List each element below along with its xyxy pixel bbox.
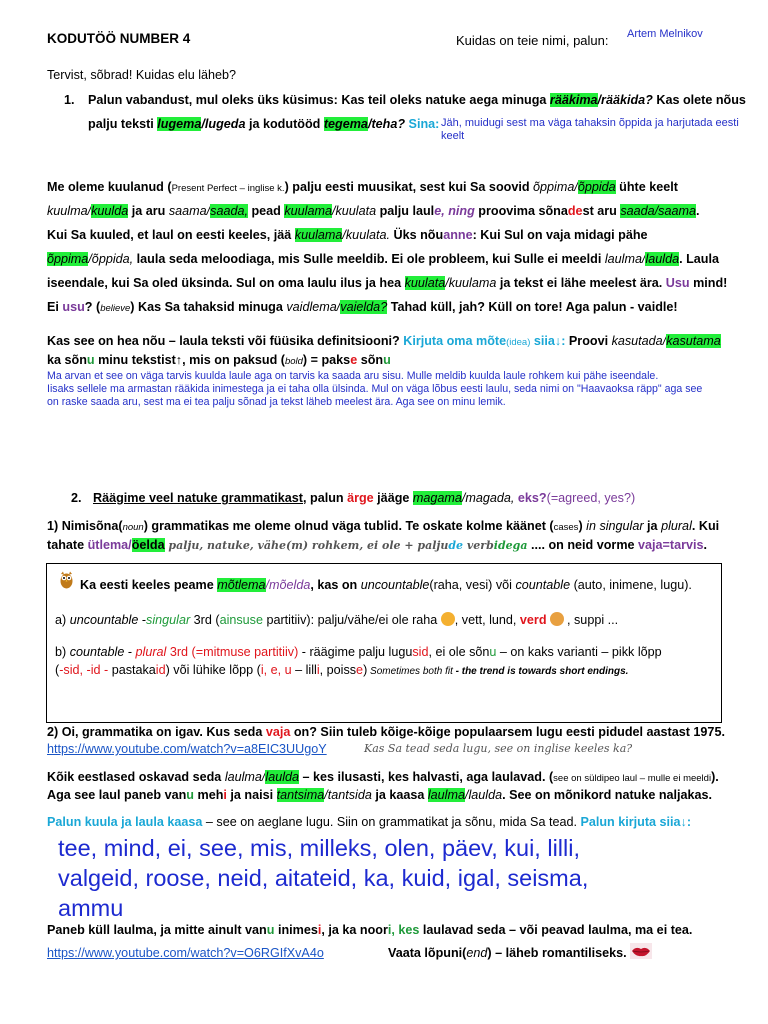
text: laulma/	[224, 770, 266, 784]
text: meh	[194, 788, 224, 802]
highlight: saada	[620, 204, 655, 218]
text: Palun vabandust, mul oleks üks küsimus: Kas teil oleks natuke aega minuga	[88, 93, 550, 107]
text: ) palju eesti muusikat, sest kui Sa soovid	[284, 180, 534, 194]
text: ? (	[84, 300, 101, 314]
text: i, e, u	[260, 663, 292, 677]
text: – on kaks varianti – pikk lõpp	[496, 645, 662, 659]
p2-answer-line3[interactable]: on raske saada aru, sest ma ei tea palju sõnad ja tekst läheb meelest ära. Aga see on minu lemik.	[47, 396, 506, 408]
g1-line2	[47, 537, 707, 554]
highlight: õppima	[47, 252, 89, 266]
p1-line4	[47, 251, 719, 267]
text: verb	[463, 539, 494, 552]
text: ainsuse	[219, 613, 263, 627]
frown-emoji-icon	[550, 612, 564, 626]
text: – lill	[291, 663, 317, 677]
text: ) Kas Sa tahaksid minuga	[130, 300, 287, 314]
box-line3	[55, 645, 662, 659]
q1-answer-line1[interactable]: Jäh, muidugi sest ma väga tahaksin õppida ja harjutada eesti	[441, 117, 739, 129]
g2-line4	[47, 787, 712, 803]
text: i, kes	[387, 923, 420, 937]
text: on? Siin tuleb kõige-kõige populaarsem lugu eesti pidudel aastast 1975.	[290, 725, 725, 739]
text: e	[356, 663, 364, 677]
text: i	[316, 663, 320, 677]
text: countable	[515, 578, 571, 592]
text: u	[383, 353, 391, 367]
text: (auto, inimene, lugu).	[570, 578, 692, 592]
text: . Laula	[679, 252, 719, 266]
text: õppima/	[533, 180, 578, 194]
text: ) grammatikas me oleme olnud väga tublid. Te oskate kolme käänet (	[143, 519, 554, 533]
text: -	[138, 613, 147, 627]
text: . See on mõnikord natuke naljakas.	[502, 788, 713, 802]
text: verd	[519, 613, 547, 627]
p1-line3	[47, 227, 648, 243]
p2-answer-line1[interactable]: Ma arvan et see on väga tarvis kuulda laule aga on tarvis ka saada aru sisu. Mulle meldib kuulda laule rohkem kui pähe iseendale.	[47, 370, 659, 382]
text: see on süldipeo laul – mulle ei meeldi	[553, 773, 712, 784]
highlight: mõtlema	[217, 578, 266, 592]
box-line2	[55, 612, 618, 627]
highlight: vaielda?	[340, 300, 388, 314]
text: u	[186, 788, 194, 802]
text: , kas on	[310, 578, 361, 592]
text: /tantsida	[324, 788, 372, 802]
highlight: laulda	[645, 252, 680, 266]
text: Ei	[47, 300, 63, 314]
text: -	[124, 645, 136, 659]
text: a)	[55, 613, 70, 627]
highlight: tantsima	[276, 788, 325, 802]
text: Vaata lõpuni(	[388, 946, 467, 960]
text: (=agreed, yes?)	[546, 491, 636, 505]
big-answer-line2[interactable]: valgeid, roose, neid, aitateid, ka, kuid, igal, seisma,	[58, 865, 589, 891]
lips-icon	[630, 943, 652, 959]
highlight: laulda	[265, 770, 300, 784]
big-answer-line1[interactable]: tee, mind, ei, see, mis, milleks, olen, päev, kui, lilli,	[58, 835, 580, 861]
text: Aga see laul paneb van	[47, 788, 187, 802]
text: vaja=tarvis	[638, 538, 704, 552]
big-answer-line3[interactable]: ammu	[58, 895, 124, 921]
text: Tahad küll, jah? Küll on tore! Aga palun - vaidle!	[387, 300, 678, 314]
text: i	[223, 788, 227, 802]
text: ütlema/	[87, 538, 132, 552]
text: tahate	[47, 538, 88, 552]
text: laula seda meloodiaga, mis Sulle meeldib. Ei ole probleem, kui Sulle ei meeldi	[133, 252, 605, 266]
text: palju teksti	[88, 117, 158, 131]
p1-line1	[47, 179, 678, 197]
page-title: KODUTÖÖ NUMBER 4	[47, 31, 191, 46]
text: - räägime palju lugu	[298, 645, 413, 659]
q2-line	[93, 491, 635, 505]
text: (idea)	[506, 337, 531, 348]
text: /kuulama	[445, 276, 497, 290]
text: -sid, -id -	[59, 663, 112, 677]
q2-number: 2.	[71, 491, 82, 505]
text: ja	[643, 519, 662, 533]
name-prompt: Kuidas on teie nimi, palun:	[456, 33, 609, 48]
text: , ja ka noor	[321, 923, 388, 937]
highlight: magama	[412, 491, 462, 505]
text: Kõik eestlased oskavad seda	[47, 770, 225, 784]
text: ja naisi	[226, 788, 277, 802]
text: , palun	[303, 491, 348, 505]
text: uncountable	[360, 578, 430, 592]
text: Kui Sa kuuled, et laul on eesti keeles, jää	[47, 228, 295, 242]
q1-line2	[88, 117, 439, 131]
text: - the trend is towards short endings.	[452, 666, 629, 677]
text: Proovi	[565, 334, 612, 348]
text: kuulma/	[47, 204, 92, 218]
youtube-link-1[interactable]: https://www.youtube.com/watch?v=a8EIC3UUgoY	[47, 742, 327, 756]
text: /kuulata.	[342, 228, 390, 242]
highlight: /saama	[654, 204, 696, 218]
highlight: laulma	[427, 788, 465, 802]
text: (raha, vesi) või	[429, 578, 516, 592]
text: pead	[247, 204, 285, 218]
text: /magada,	[461, 491, 518, 505]
text: 3rd (	[190, 613, 220, 627]
text: , suppi ...	[563, 613, 619, 627]
q1-answer-line2[interactable]: keelt	[441, 130, 465, 142]
text: /rääkida?	[597, 93, 653, 107]
text: .... on neid vorme	[527, 538, 639, 552]
text: Me oleme kuulanud (	[47, 180, 172, 194]
text: . Kui	[691, 519, 720, 533]
text: jääge	[373, 491, 413, 505]
text: Usu	[665, 276, 690, 290]
text: Sometimes both fit	[367, 666, 453, 677]
text: /lugeda	[201, 117, 246, 131]
text: : Kui Sul on vaja midagi pähe	[472, 228, 648, 242]
text: pastaka	[111, 663, 156, 677]
text: countable	[69, 645, 125, 659]
text: Kas see on hea nõu – laula teksti või füüsika definitsiooni?	[47, 334, 404, 348]
highlight: tegema	[323, 117, 368, 131]
text: mind!	[689, 276, 728, 290]
sina-label: Sina:	[405, 117, 440, 131]
text: b)	[55, 645, 70, 659]
text: id	[155, 663, 166, 677]
text: st aru	[582, 204, 621, 218]
text: uncountable	[69, 613, 139, 627]
text: de	[448, 539, 464, 552]
text: palju, natuke, vähe(m) rohkem, ei ole + palju	[164, 539, 449, 552]
text: anne	[443, 228, 473, 242]
text: Palun kirjuta siia↓:	[580, 815, 692, 829]
text: 2) Oi, grammatika on igav. Kus seda	[47, 725, 266, 739]
text: laulma/	[604, 252, 646, 266]
text: sid	[412, 645, 429, 659]
highlight: kuulama	[294, 228, 343, 242]
p2-line2	[47, 352, 391, 370]
text: sõn	[357, 353, 384, 367]
highlight: öelda	[131, 538, 165, 552]
p2-answer-line2[interactable]: Iisaks sellele ma armastan rääkida inimestega ja ei taha olla ülsinda. Mul on väga lõbus eesti laulu, seda nimi on "Haavaoksa räpp" aga see	[47, 383, 703, 395]
p1-line2	[47, 203, 700, 219]
text: ja kodutööd	[245, 117, 324, 131]
text: .	[696, 204, 700, 218]
text: ) või lühike lõpp (	[165, 663, 261, 677]
text: iseendale, kui Sa oled üksinda. Sul on oma laulu ilus ja hea	[47, 276, 405, 290]
p1-line5	[47, 275, 727, 291]
text: noun	[122, 522, 144, 533]
text: ) – läheb romantiliseks.	[487, 946, 627, 960]
smile-emoji-icon	[441, 612, 455, 626]
name-answer-field[interactable]: Artem Melnikov	[627, 28, 703, 40]
text: e, ning	[434, 204, 475, 218]
text: ühte keelt	[615, 180, 678, 194]
highlight: kuulda	[91, 204, 129, 218]
g2-line7	[388, 946, 627, 960]
link1-note: Kas Sa tead seda lugu, see on inglise keeles ka?	[364, 742, 633, 755]
text: ärge	[347, 491, 374, 505]
highlight: kuulata	[404, 276, 446, 290]
text: Räägime veel natuke grammatikast	[93, 491, 303, 505]
text: laulavad seda – või peavad laulma, ma ei tea.	[419, 923, 693, 937]
text: Palun kuula ja laula kaasa	[47, 815, 203, 829]
text: e	[350, 353, 358, 367]
text: )	[363, 663, 368, 677]
g2-line5	[47, 814, 691, 830]
highlight: lugema	[157, 117, 202, 131]
text: palju laul	[376, 204, 435, 218]
text: Paneb küll laulma, ja mitte ainult van	[47, 923, 267, 937]
g2-line6	[47, 922, 692, 938]
text: 1) Nimisõna(	[47, 519, 123, 533]
text: /teha?	[367, 117, 406, 131]
text: end	[466, 946, 488, 960]
highlight: saada,	[210, 204, 248, 218]
text: Present Perfect – inglise k.	[171, 183, 285, 194]
text: partitiiv): palju/vähe/ei ole raha	[262, 613, 441, 627]
text: believe	[100, 303, 131, 314]
text: Ka eesti keeles peame	[80, 578, 218, 592]
highlight: kasutama	[666, 334, 721, 348]
text: ja aru	[128, 204, 169, 218]
text: plural	[135, 645, 167, 659]
p1-line6	[47, 299, 678, 317]
g1-line1	[47, 518, 719, 536]
text: ).	[711, 770, 719, 784]
highlight: õppida	[577, 180, 616, 194]
text: /kuulata	[331, 204, 377, 218]
q1-line1	[88, 93, 746, 107]
text: )	[578, 519, 587, 533]
text: i	[317, 923, 322, 937]
text: bold	[284, 356, 303, 367]
text: , vett, lund,	[454, 613, 520, 627]
highlight: rääkima	[549, 93, 598, 107]
text: cases	[553, 522, 579, 533]
text: 3rd (=mitmuse partitiiv)	[166, 645, 299, 659]
text: , ei ole sõn	[428, 645, 490, 659]
text: /mõelda	[265, 578, 311, 592]
text: – see on aeglane lugu. Siin on grammatikat ja sõnu, mida Sa tead.	[202, 815, 581, 829]
text: saama/	[168, 204, 211, 218]
text: plural	[661, 519, 692, 533]
g2-line1	[47, 724, 725, 740]
text: .	[703, 538, 708, 552]
text: (	[55, 663, 60, 677]
text: in singular	[586, 519, 644, 533]
text: siia↓:	[530, 334, 566, 348]
text: vaidlema/	[286, 300, 341, 314]
text: u	[86, 353, 95, 367]
text: Kirjuta oma mõte	[403, 334, 507, 348]
text: eks?	[517, 491, 547, 505]
text: ) = paks	[302, 353, 351, 367]
highlight: kuulama	[284, 204, 332, 218]
g2-line3	[47, 769, 719, 787]
youtube-link-2[interactable]: https://www.youtube.com/watch?v=O6RGIfXvA4o	[47, 946, 324, 960]
text: usu	[62, 300, 85, 314]
text: singular	[146, 613, 191, 627]
p2-line1	[47, 333, 721, 351]
text: inimes	[274, 923, 318, 937]
text: kasutada/	[611, 334, 667, 348]
text: – kes ilusasti, kes halvasti, aga laulavad. (	[299, 770, 554, 784]
text: ka sõn	[47, 353, 87, 367]
text: idega	[493, 539, 528, 552]
box-line1	[80, 578, 692, 592]
text: minu tekstist↑, mis on paksud (	[94, 353, 285, 367]
text: Üks nõu	[390, 228, 444, 242]
box-line4	[55, 663, 628, 677]
text: u	[266, 923, 275, 937]
greeting: Tervist, sõbrad! Kuidas elu läheb?	[47, 68, 237, 82]
owl-icon	[60, 571, 73, 589]
text: Kas olete nõus	[652, 93, 746, 107]
text: vaja	[265, 725, 291, 739]
text: proovima sõna	[474, 204, 568, 218]
text: /laulda	[464, 788, 503, 802]
text: u	[489, 645, 497, 659]
q1-number: 1.	[64, 93, 75, 107]
text: /õppida,	[88, 252, 134, 266]
text: ja kaasa	[371, 788, 428, 802]
text: de	[567, 204, 583, 218]
text: ja tekst ei lähe meelest ära.	[496, 276, 666, 290]
text: , poiss	[319, 663, 357, 677]
